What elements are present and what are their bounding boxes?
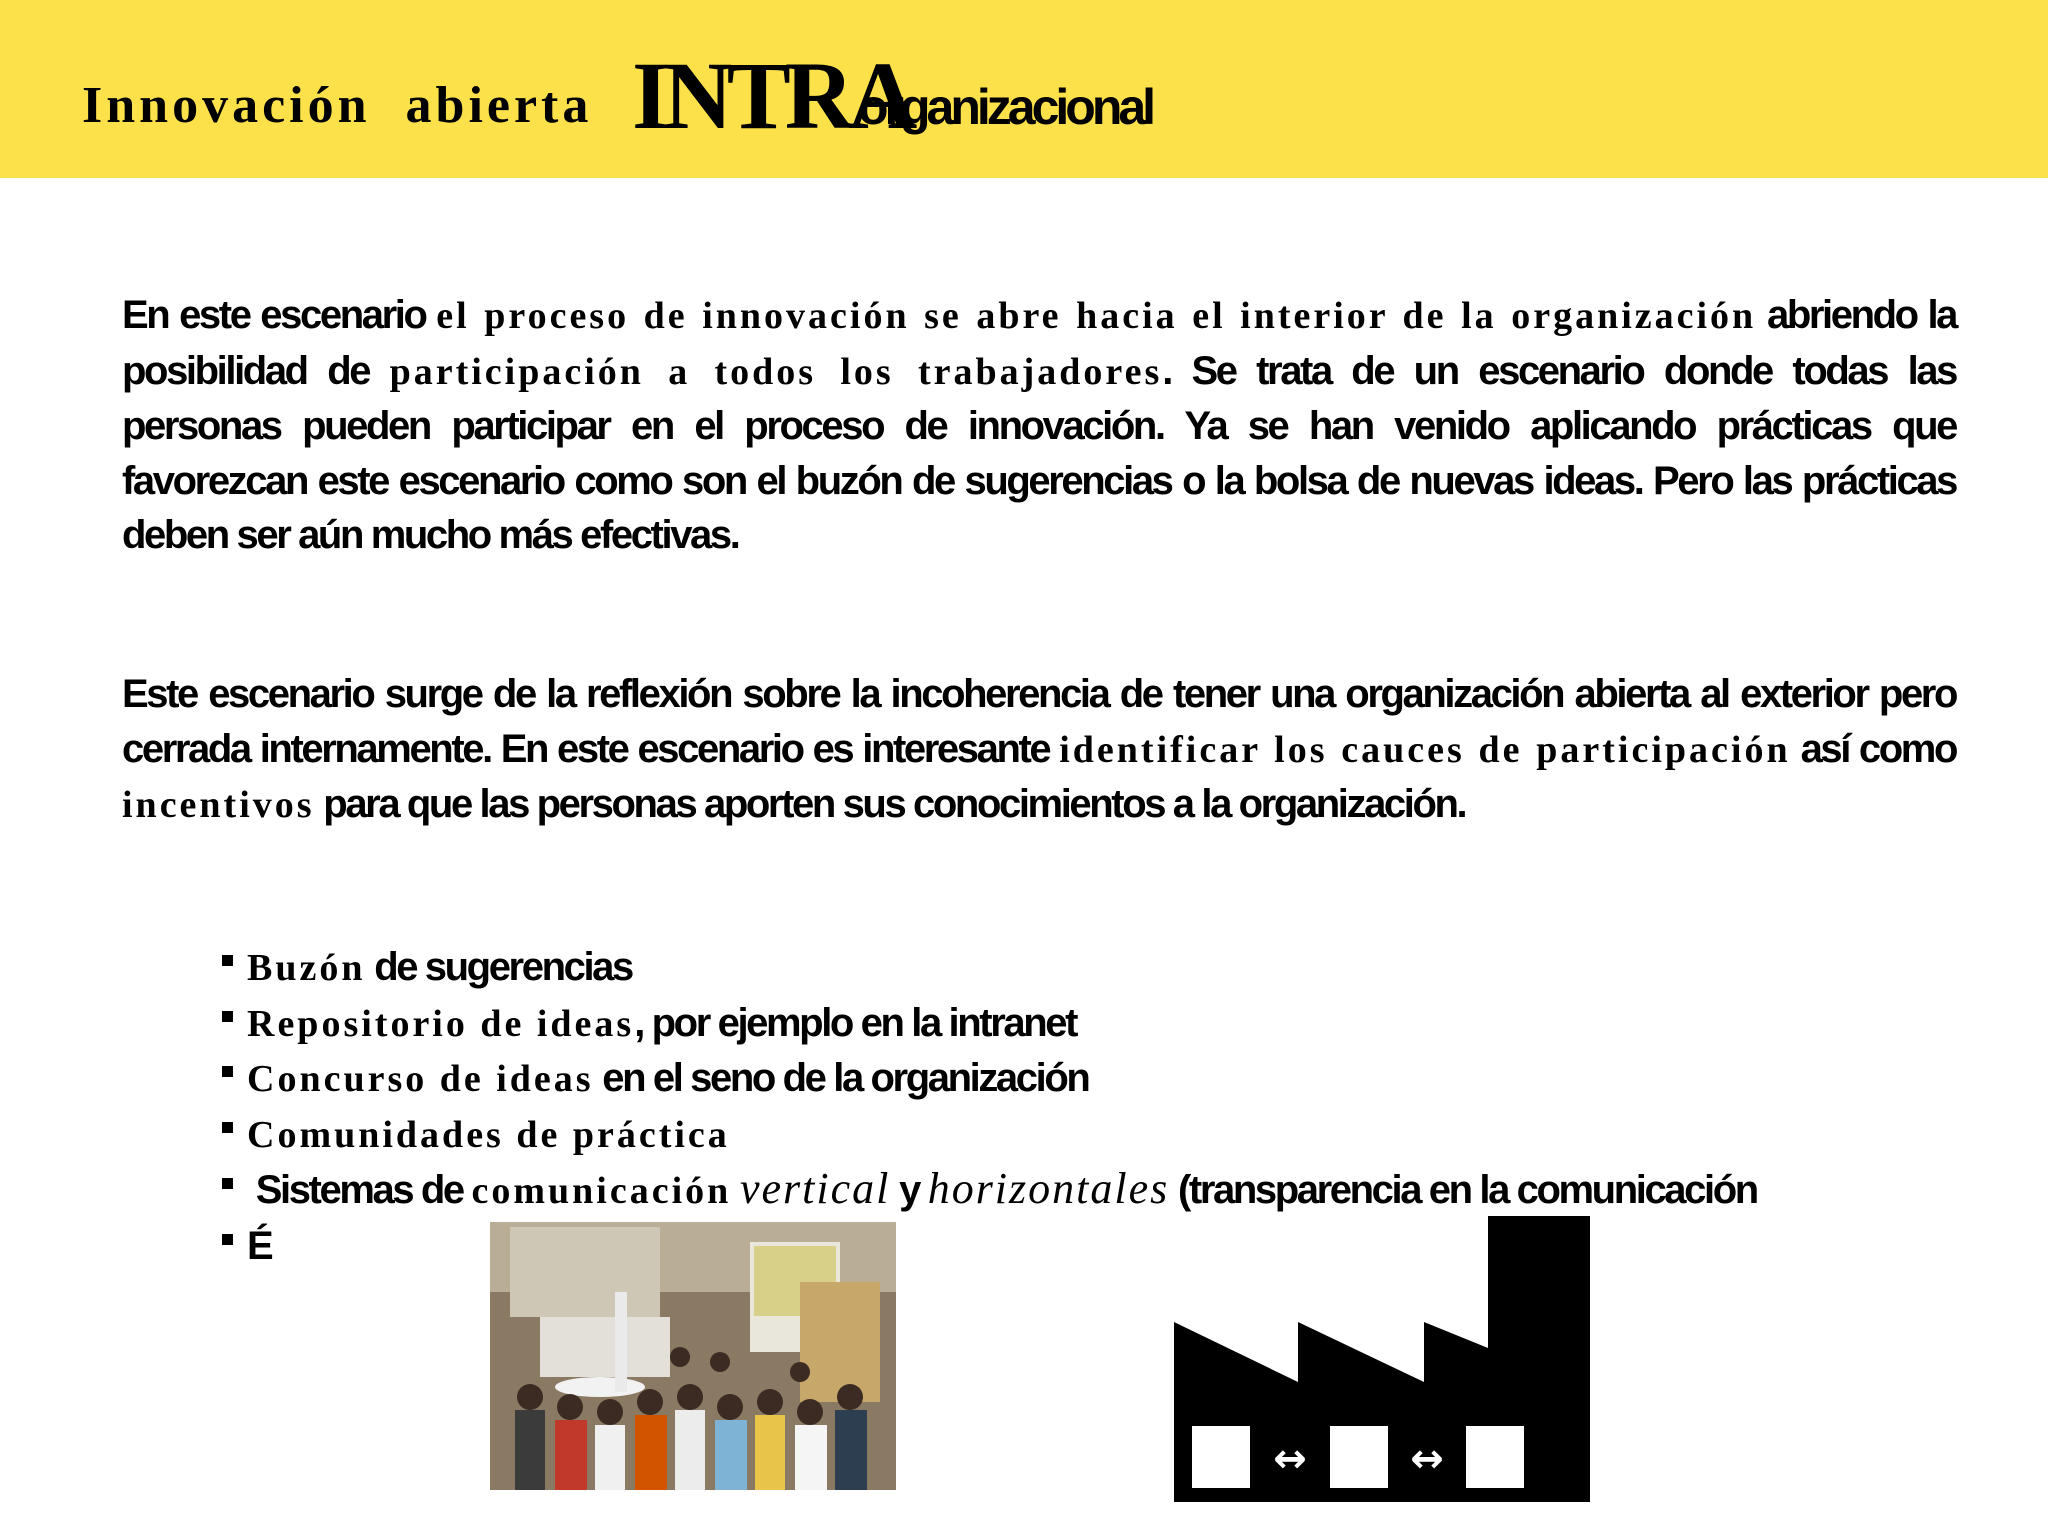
bullet-square-icon (222, 955, 233, 966)
bullet-text: É (247, 1223, 272, 1268)
paragraph-reflection-run4: incentivos (122, 784, 315, 826)
paragraph-intro-run4: participación a todos los trabajadores (389, 350, 1163, 393)
photo-illustration (490, 1222, 896, 1490)
bullet-text: y (899, 1168, 919, 1212)
bullet-text: , por ejemplo en la intranet (634, 1000, 1077, 1045)
bullet-text: Buzón (247, 947, 366, 989)
page-title-part2: INTRA (632, 42, 912, 149)
paragraph-reflection-run5: para que las personas aporten sus conocimientos a la organización. (323, 782, 1466, 826)
paragraph-reflection-run3: así como (1800, 726, 1957, 771)
bullet-square-icon (222, 1011, 233, 1022)
bullet-text: en el seno de la organización (602, 1056, 1089, 1100)
factory-icon (1170, 1212, 1590, 1502)
bullet-square-icon (222, 1122, 233, 1133)
paragraph-intro-run1: En este escenario (122, 293, 426, 337)
bullet-list (222, 940, 1956, 1273)
bullet-text: Repositorio de ideas (247, 1002, 635, 1045)
bullet-text: Concurso de ideas (247, 1058, 594, 1100)
page-title-part3: organizacional (858, 79, 1153, 135)
bullet-text: Comunidades de práctica (247, 1113, 730, 1156)
factory-window (1192, 1426, 1250, 1488)
bullet-square-icon (222, 1234, 233, 1245)
list-item (222, 996, 1956, 1052)
bullet-text: horizontales (927, 1164, 1170, 1213)
list-item (222, 1162, 1956, 1219)
title-bar (0, 0, 2048, 178)
page-title-part1: Innovación abierta (82, 77, 593, 134)
paragraph-reflection-run1: Este escenario surge de la reflexión sobre la incoherencia de tener una organización abierta al exterior pero cerrada internamente. En este escenario es interesante (122, 672, 1956, 771)
paragraph-intro-run2: el proceso de innovación se abre hacia el interior de la organización (436, 295, 1757, 337)
paragraph-intro-run3: abriendo la posibilidad de (122, 293, 1957, 393)
group-presentation-photo (490, 1222, 896, 1490)
double-arrow-icon: ↔ (1410, 1436, 1444, 1482)
factory-window (1466, 1426, 1524, 1488)
bullet-text: Sistemas de (255, 1168, 463, 1212)
list-item (222, 1051, 1956, 1107)
paragraph-reflection (122, 667, 1956, 833)
list-item (222, 1219, 1956, 1274)
paragraph-intro-run5: . Se trata de un escenario donde todas las personas pueden participar en el proceso de innovación. Ya se han venido aplicando prácticas que favorezcan este escenario como son el buzón de sugerencias o la bolsa de nuevas ideas. Pero las prácticas deben ser aún mucho más efectivas. (122, 348, 1956, 557)
bullet-text: comunicación (471, 1170, 732, 1212)
paragraph-intro (122, 288, 1956, 563)
list-item (222, 940, 1956, 996)
bullet-text: vertical (740, 1164, 891, 1213)
bullet-square-icon (222, 1066, 233, 1077)
list-item (222, 1107, 1956, 1163)
factory-window (1330, 1426, 1388, 1488)
double-arrow-icon: ↔ (1273, 1436, 1307, 1482)
bullet-text: (transparencia en la comunicación (1177, 1168, 1757, 1212)
bullet-text: de sugerencias (374, 945, 632, 989)
bullet-square-icon (222, 1178, 233, 1189)
paragraph-reflection-run2: identificar los cauces de participación (1059, 728, 1791, 771)
